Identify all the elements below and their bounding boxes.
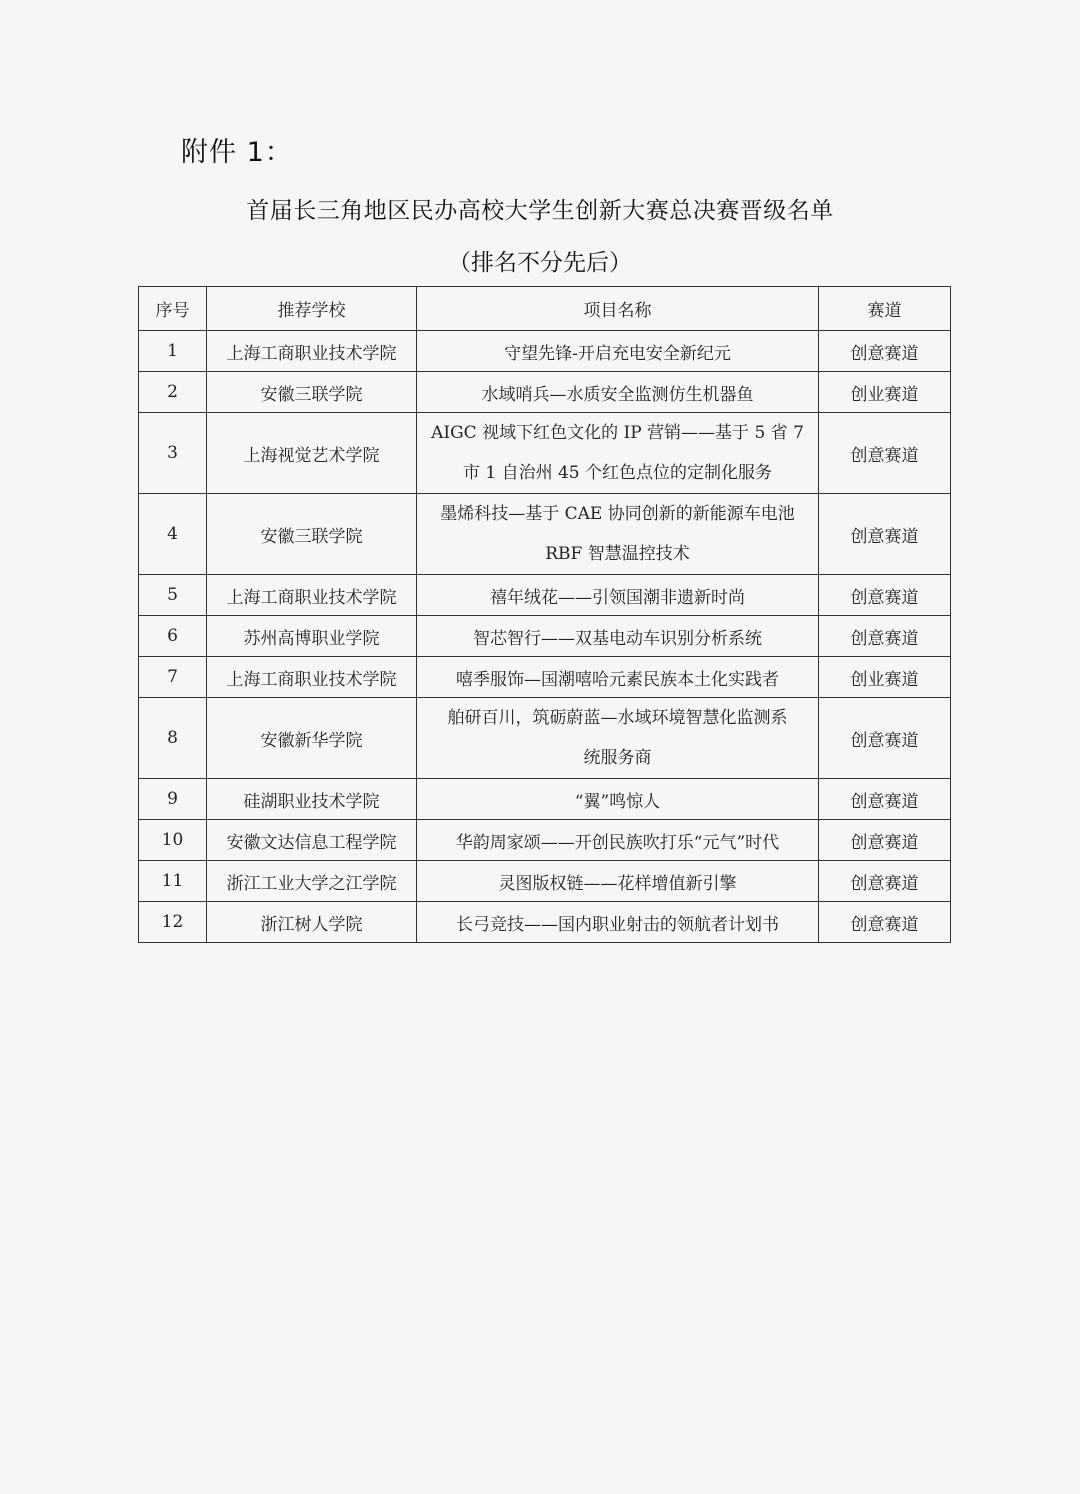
table-row: [139, 331, 951, 372]
project-line: 墨烯科技—基于 CAE 协同创新的新能源车电池: [440, 504, 795, 524]
cell-school: 安徽新华学院: [207, 698, 417, 779]
cell-project: 守望先锋-开启充电安全新纪元: [417, 331, 819, 372]
project-line: 舶研百川，筑砺蔚蓝—水域环境智慧化监测系: [447, 708, 788, 728]
cell-school: 安徽文达信息工程学院: [207, 820, 417, 861]
cell-school: 安徽三联学院: [207, 372, 417, 413]
cell-school: 上海视觉艺术学院: [207, 413, 417, 494]
document-subtitle: （排名不分先后）: [448, 250, 632, 276]
project-line: AIGC 视域下红色文化的 IP 营销——基于 5 省 7: [431, 423, 804, 443]
cell-index: 10: [139, 820, 207, 861]
cell-school: 浙江树人学院: [207, 902, 417, 943]
cell-track: 创意赛道: [819, 575, 951, 616]
header-track: 赛道: [819, 287, 951, 331]
cell-track: 创意赛道: [819, 902, 951, 943]
cell-school: 浙江工业大学之江学院: [207, 861, 417, 902]
cell-track: 创业赛道: [819, 657, 951, 698]
cell-track: 创意赛道: [819, 820, 951, 861]
table-row: [139, 372, 951, 413]
document-title: 首届长三角地区民办高校大学生创新大赛总决赛晋级名单: [246, 198, 834, 224]
cell-project: 水域哨兵—水质安全监测仿生机器鱼: [417, 372, 819, 413]
cell-track: 创意赛道: [819, 494, 951, 575]
cell-project: [417, 494, 819, 575]
cell-index: 7: [139, 657, 207, 698]
cell-track: 创意赛道: [819, 413, 951, 494]
cell-track: 创意赛道: [819, 861, 951, 902]
cell-project: 智芯智行——双基电动车识别分析系统: [417, 616, 819, 657]
cell-index: 2: [139, 372, 207, 413]
table-row: [139, 902, 951, 943]
cell-index: 11: [139, 861, 207, 902]
table-row: [139, 575, 951, 616]
cell-project: 华韵周家颂——开创民族吹打乐“元气”时代: [417, 820, 819, 861]
cell-project: 灵图版权链——花样增值新引擎: [417, 861, 819, 902]
cell-project: 长弓竞技——国内职业射击的领航者计划书: [417, 902, 819, 943]
header-project: 项目名称: [417, 287, 819, 331]
table-row: [139, 657, 951, 698]
cell-project: [417, 413, 819, 494]
cell-project: “翼”鸣惊人: [417, 779, 819, 820]
cell-track: 创意赛道: [819, 779, 951, 820]
cell-index: 8: [139, 698, 207, 779]
cell-index: 12: [139, 902, 207, 943]
header-school: 推荐学校: [207, 287, 417, 331]
cell-index: 4: [139, 494, 207, 575]
attachment-label: 附件 1：: [181, 137, 293, 168]
table-header-row: [139, 287, 951, 331]
cell-project: 禧年绒花——引领国潮非遗新时尚: [417, 575, 819, 616]
cell-track: 创意赛道: [819, 331, 951, 372]
table-row: [139, 413, 951, 494]
table-row: [139, 494, 951, 575]
cell-index: 5: [139, 575, 207, 616]
cell-index: 3: [139, 413, 207, 494]
cell-school: 上海工商职业技术学院: [207, 331, 417, 372]
table-row: [139, 820, 951, 861]
cell-school: 硅湖职业技术学院: [207, 779, 417, 820]
project-line: 统服务商: [583, 748, 652, 768]
cell-track: 创意赛道: [819, 698, 951, 779]
cell-school: 苏州高博职业学院: [207, 616, 417, 657]
header-index: 序号: [139, 287, 207, 331]
cell-index: 6: [139, 616, 207, 657]
cell-index: 1: [139, 331, 207, 372]
cell-project: 嘻季服饰—国潮嘻哈元素民族本土化实践者: [417, 657, 819, 698]
results-table: [138, 286, 951, 943]
cell-track: 创业赛道: [819, 372, 951, 413]
project-line: 市 1 自治州 45 个红色点位的定制化服务: [462, 463, 773, 483]
table-row: [139, 861, 951, 902]
cell-track: 创意赛道: [819, 616, 951, 657]
cell-school: 上海工商职业技术学院: [207, 657, 417, 698]
cell-school: 上海工商职业技术学院: [207, 575, 417, 616]
table-row: [139, 779, 951, 820]
table-row: [139, 616, 951, 657]
cell-index: 9: [139, 779, 207, 820]
cell-project: [417, 698, 819, 779]
cell-school: 安徽三联学院: [207, 494, 417, 575]
project-line: RBF 智慧温控技术: [545, 544, 690, 564]
table-row: [139, 698, 951, 779]
